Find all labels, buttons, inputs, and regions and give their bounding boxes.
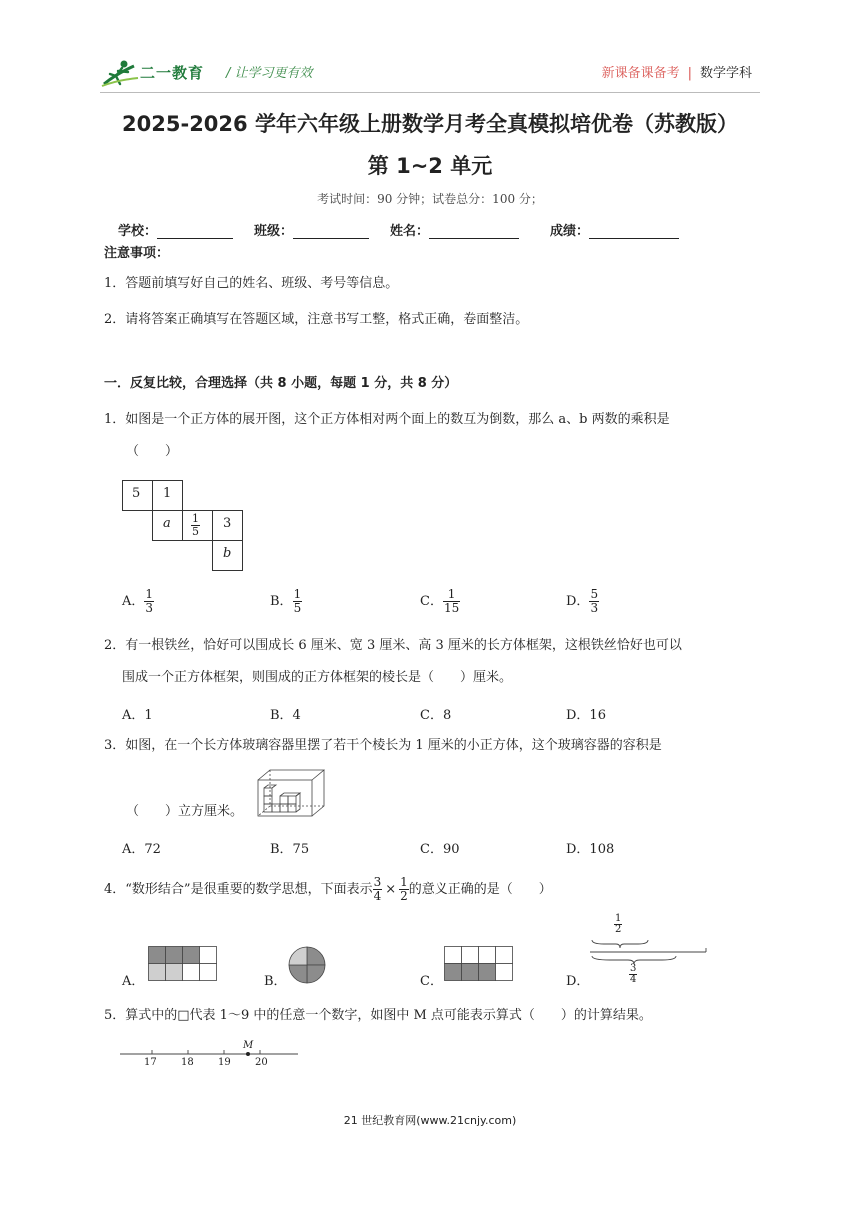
- notice-item-2: 2．请将答案正确填写在答题区域，注意书写工整，格式正确，卷面整洁。: [104, 312, 529, 327]
- point-m-dot: [246, 1052, 250, 1056]
- header-label: 新课备课备考: [601, 66, 680, 81]
- logo: [100, 58, 216, 90]
- q2-option-a[interactable]: A．1: [122, 708, 153, 723]
- q1-d-den: 3: [590, 601, 599, 615]
- q4-option-d[interactable]: [566, 970, 589, 989]
- q2-option-d[interactable]: D．16: [566, 708, 606, 723]
- q3-text-line1: 3．如图，在一个长方体玻璃容器里摆了若干个棱长为 1 厘米的小正方体，这个玻璃容器的容积是: [104, 738, 662, 753]
- q4-frac2-den: 2: [400, 889, 408, 903]
- q3-option-d[interactable]: D．108: [566, 842, 615, 857]
- tick-label-18: 18: [181, 1057, 194, 1068]
- tick-label-20: 20: [255, 1057, 268, 1068]
- page-subtitle: 第 1~2 单元: [367, 154, 493, 178]
- net-cell-b: b: [223, 546, 232, 561]
- header-separator: |: [687, 66, 692, 81]
- q3-option-a[interactable]: A．72: [122, 842, 161, 857]
- q4-frac1-den: 4: [373, 889, 382, 903]
- net-frac-den: 5: [192, 525, 199, 538]
- q4-option-c[interactable]: [420, 970, 443, 989]
- q5-text: 5．算式中的□代表 1～9 中的任意一个数字，如图中 M 点可能表示算式（ ）的计算结果。: [104, 1008, 652, 1023]
- q1-option-b-label: B．: [270, 594, 293, 609]
- q1-option-b[interactable]: [270, 588, 302, 615]
- school-blank[interactable]: [157, 225, 233, 239]
- q2-text-line2: 围成一个正方体框架，则围成的正方体框架的棱长是（ ）厘米。: [122, 670, 513, 685]
- q4-option-a[interactable]: [122, 970, 144, 989]
- class-field[interactable]: [254, 220, 369, 239]
- name-label: 姓名：: [390, 224, 430, 239]
- net-frac-num: 1: [192, 512, 199, 525]
- q4-frac2-num: 1: [400, 875, 408, 889]
- q1-a-den: 3: [145, 601, 154, 615]
- q4-d-label: D．: [566, 974, 590, 989]
- net-cell-3: 3: [223, 516, 232, 531]
- q4-b-circle: [288, 946, 328, 986]
- q4-d-top-fraction: [614, 914, 622, 935]
- score-label: 成绩：: [550, 224, 590, 239]
- q3-text-line2: （ ）立方厘米。: [126, 804, 244, 819]
- q4-c-label: C．: [420, 974, 443, 989]
- q4-option-b[interactable]: [264, 970, 287, 989]
- name-blank[interactable]: [429, 225, 519, 239]
- page-title: 2025-2026 学年六年级上册数学月考全真模拟培优卷（苏教版）: [122, 112, 738, 136]
- tick-label-19: 19: [218, 1057, 231, 1068]
- exam-info: 考试时间：90 分钟；试卷总分：100 分；: [317, 192, 543, 206]
- q4-d-bottom-fraction: [629, 964, 637, 985]
- q3-option-b[interactable]: B．75: [270, 842, 310, 857]
- q1-b-den: 5: [293, 601, 302, 615]
- header-subject: 数学学科: [699, 66, 752, 81]
- notice-heading: 注意事项：: [104, 246, 170, 261]
- section-heading: 一．反复比较，合理选择（共 8 小题，每题 1 分，共 8 分）: [104, 376, 458, 391]
- q4-d-bot-den: 4: [630, 974, 637, 985]
- q1-option-c-label: C．: [420, 594, 443, 609]
- q4-d-bot-num: 3: [630, 963, 637, 974]
- q1-option-c[interactable]: [420, 588, 460, 615]
- q2-option-c[interactable]: C．8: [420, 708, 452, 723]
- tick-label-17: 17: [144, 1057, 157, 1068]
- net-cell-fraction: [191, 513, 200, 538]
- runner-logo-icon: [100, 58, 140, 90]
- q4-a-label: A．: [122, 974, 145, 989]
- q4-prefix: 4．“数形结合”是很重要的数学思想，下面表示: [104, 882, 373, 897]
- header-divider: [100, 92, 760, 93]
- net-cell-2: 1: [163, 486, 172, 501]
- net-cell-1: 5: [132, 486, 141, 501]
- q4-d-segment: [590, 936, 710, 966]
- q1-option-a-label: A．: [122, 594, 145, 609]
- class-blank[interactable]: [293, 225, 369, 239]
- q1-b-num: 1: [293, 587, 302, 601]
- header-right: [602, 62, 752, 81]
- score-field[interactable]: [550, 220, 679, 239]
- notice-item-1: 1．答题前填写好自己的姓名、班级、考号等信息。: [104, 276, 399, 291]
- q4-c-grid: [444, 946, 516, 982]
- q4-d-top-num: 1: [615, 913, 622, 924]
- q1-a-num: 1: [145, 587, 154, 601]
- q1-c-den: 15: [443, 601, 460, 615]
- name-field[interactable]: [390, 220, 519, 239]
- q4-frac1-num: 3: [373, 875, 382, 889]
- school-field[interactable]: [118, 220, 233, 239]
- score-blank[interactable]: [589, 225, 679, 239]
- footer: 21 世纪教育网(www.21cnjy.com): [343, 1114, 517, 1127]
- q3-option-c[interactable]: C．90: [420, 842, 460, 857]
- q2-option-b[interactable]: B．4: [270, 708, 301, 723]
- q1-text-line2: （ ）: [126, 444, 179, 459]
- q4-d-top-den: 2: [615, 924, 622, 935]
- q1-option-a[interactable]: [122, 588, 154, 615]
- q1-cube-net: [122, 480, 244, 572]
- q1-text-line1: 1．如图是一个正方体的展开图，这个正方体相对两个面上的数互为倒数，那么 a、b 两数的乘积是: [104, 412, 670, 427]
- q1-option-d[interactable]: [566, 588, 599, 615]
- slogan: / 让学习更有效: [226, 66, 313, 81]
- q4-times: ×: [385, 882, 397, 897]
- glass-container-figure: [256, 768, 326, 818]
- q1-option-d-label: D．: [566, 594, 590, 609]
- q2-text-line1: 2．有一根铁丝，恰好可以围成长 6 厘米、宽 3 厘米、高 3 厘米的长方体框架，这根铁丝恰好也可以: [104, 638, 682, 653]
- class-label: 班级：: [254, 224, 294, 239]
- net-cell-a: a: [163, 516, 171, 531]
- q4-b-label: B．: [264, 974, 287, 989]
- q1-d-num: 5: [590, 587, 599, 601]
- q4-a-grid: [148, 946, 218, 982]
- q4-text: [104, 876, 552, 903]
- q1-c-num: 1: [443, 588, 460, 602]
- school-label: 学校：: [118, 224, 158, 239]
- q4-suffix: 的意义正确的是（ ）: [408, 882, 552, 897]
- brand-name: 二一教育: [140, 64, 205, 82]
- point-m-label: M: [243, 1040, 254, 1051]
